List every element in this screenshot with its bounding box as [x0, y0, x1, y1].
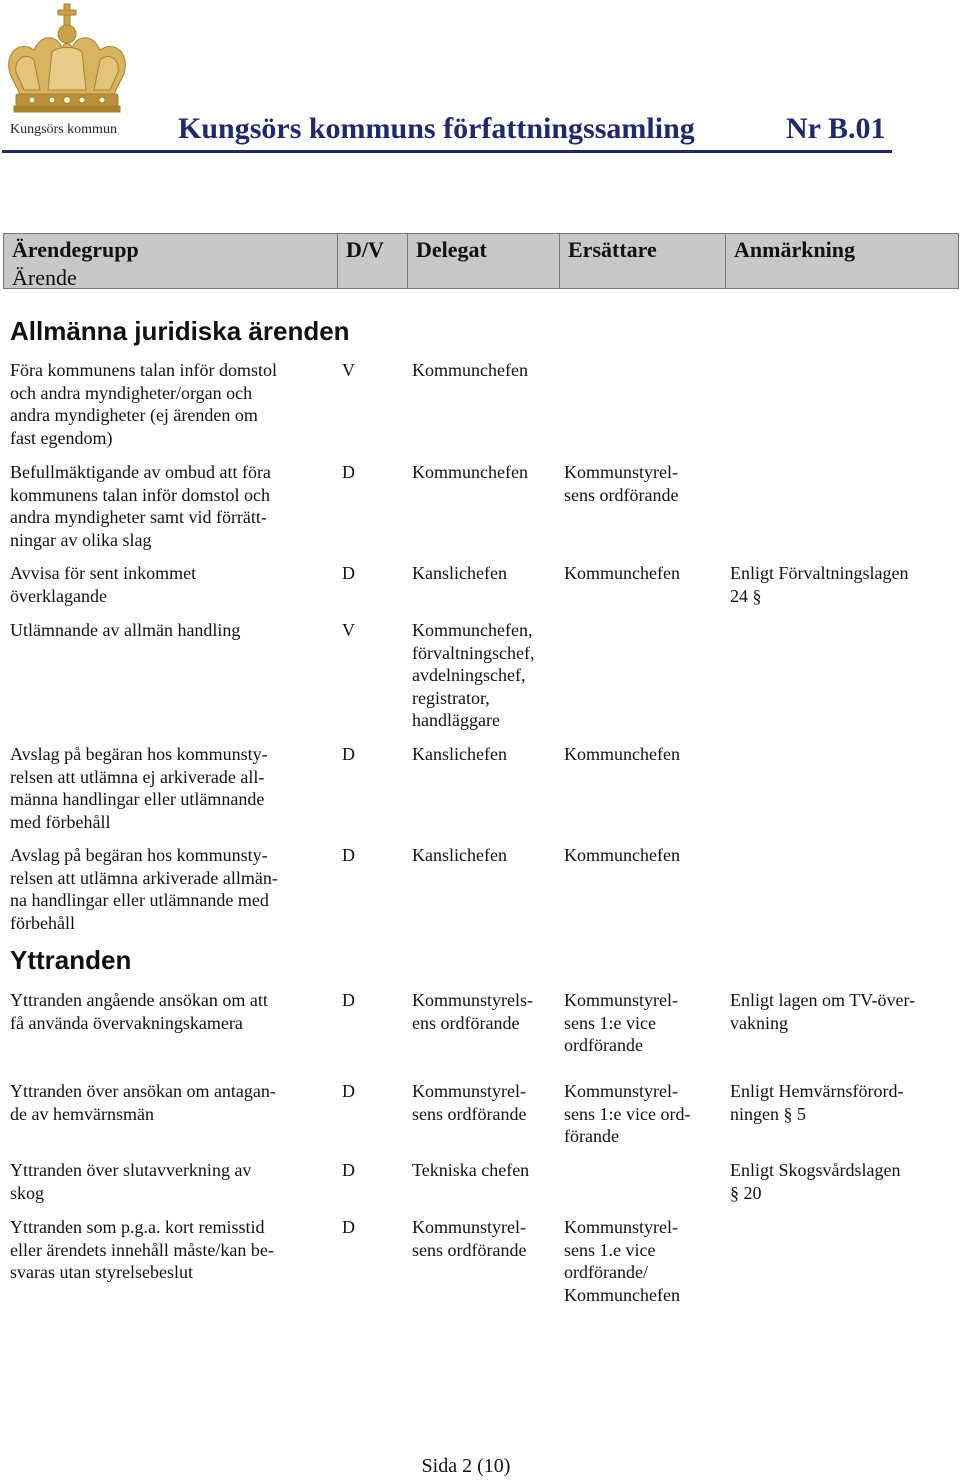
dv-cell: D [342, 990, 355, 1010]
page-footer [0, 1455, 960, 1478]
ersattare-cell: Kommunchefen [564, 845, 680, 865]
dv-cell: D [342, 744, 355, 764]
dv-cell: V [342, 620, 355, 640]
anmarkning-cell: Enligt lagen om TV-över- vakning [730, 990, 916, 1033]
dv-cell: V [342, 360, 355, 380]
anmarkning-cell: Enligt Hemvärnsförord- ningen § 5 [730, 1081, 904, 1124]
document-number: Nr B.01 [786, 112, 886, 145]
arende-cell: Avslag på begäran hos kommunsty- relsen att utlämna ej arkiverade all- männa handlingar eller utlämnande med förbehåll [10, 744, 268, 832]
crown-icon [2, 2, 132, 127]
arende-cell: Befullmäktigande av ombud att föra kommunens talan inför domstol och andra myndigheter samt vid förrätt- ningar av olika slag [10, 462, 271, 550]
ersattare-cell: Kommunstyrel- sens 1:e vice ordförande [564, 990, 678, 1055]
header-divider [2, 150, 892, 153]
dv-cell: D [342, 563, 355, 583]
section-heading: Allmänna juridiska ärenden [10, 316, 350, 346]
column-header-ersattare: Ersättare [560, 234, 726, 288]
table-header [3, 233, 959, 289]
arende-cell: Avvisa för sent inkommet överklagande [10, 563, 197, 606]
delegat-cell: Kommunchefen [412, 462, 528, 482]
ersattare-cell: Kommunstyrel- sens ordförande [564, 462, 679, 505]
delegat-cell: Kanslichefen [412, 744, 507, 764]
arende-cell: Föra kommunens talan inför domstol och andra myndigheter/organ och andra myndigheter (ej ärenden om fast egendom) [10, 360, 277, 448]
delegat-cell: Kommunstyrel- sens ordförande [412, 1081, 527, 1124]
document-title: Kungsörs kommuns författningssamling [178, 112, 695, 145]
logo-text: Kungsörs kommun [10, 122, 117, 137]
arende-cell: Yttranden över slutavverkning av skog [10, 1160, 252, 1203]
arende-cell: Yttranden över ansökan om antagan- de av hemvärnsmän [10, 1081, 276, 1124]
dv-cell: D [342, 1081, 355, 1101]
column-header-subtitle: Ärende [12, 265, 77, 290]
section-heading: Yttranden [10, 945, 132, 975]
anmarkning-cell: Enligt Förvaltningslagen 24 § [730, 563, 909, 606]
anmarkning-cell: Enligt Skogsvårdslagen § 20 [730, 1160, 901, 1203]
column-header-anmarkning: Anmärkning [734, 237, 856, 262]
column-header-dv: D/V [338, 234, 408, 288]
page-number: Sida 2 (10) [421, 1455, 511, 1477]
delegat-cell: Kanslichefen [412, 563, 507, 583]
municipality-logo [2, 2, 132, 142]
ersattare-cell: Kommunchefen [564, 563, 680, 583]
arende-cell: Yttranden angående ansökan om att få använda övervakningskamera [10, 990, 268, 1033]
dv-cell: D [342, 1160, 355, 1180]
ersattare-cell: Kommunstyrel- sens 1:e vice ord- förande [564, 1081, 691, 1146]
arende-cell: Utlämnande av allmän handling [10, 620, 241, 640]
delegat-cell: Kommunstyrels- ens ordförande [412, 990, 533, 1033]
dv-cell: D [342, 1217, 355, 1237]
column-header-arende [4, 234, 338, 288]
delegat-cell: Tekniska chefen [412, 1160, 530, 1180]
ersattare-cell: Kommunstyrel- sens 1.e vice ordförande/ Kommunchefen [564, 1217, 680, 1305]
arende-cell: Avslag på begäran hos kommunsty- relsen att utlämna arkiverade allmän- na handlingar eller utlämnande med förbehåll [10, 845, 278, 933]
column-header-delegat: Delegat [408, 234, 560, 288]
column-header-title: Ärendegrupp [12, 237, 139, 262]
delegat-cell: Kommunchefen, förvaltningschef, avdelningschef, registrator, handläggare [412, 620, 535, 730]
dv-cell: D [342, 845, 355, 865]
dv-cell: D [342, 462, 355, 482]
delegat-cell: Kommunstyrel- sens ordförande [412, 1217, 527, 1260]
delegat-cell: Kanslichefen [412, 845, 507, 865]
ersattare-cell: Kommunchefen [564, 744, 680, 764]
delegat-cell: Kommunchefen [412, 360, 528, 380]
arende-cell: Yttranden som p.g.a. kort remisstid eller ärendets innehåll måste/kan be- svaras utan styrelsebeslut [10, 1217, 274, 1282]
